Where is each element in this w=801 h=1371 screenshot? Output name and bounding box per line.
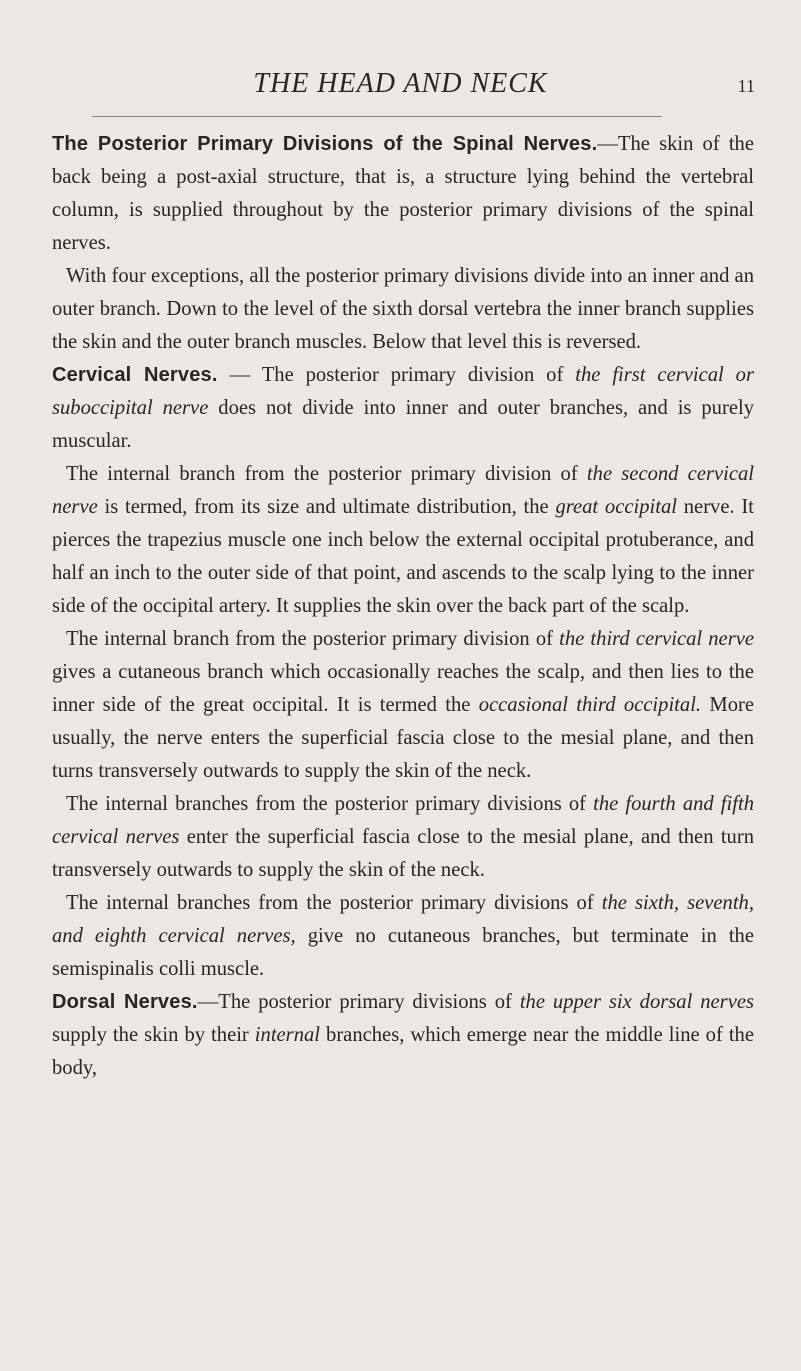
section-heading-dorsal-nerves: Dorsal Nerves. [52, 991, 198, 1013]
paragraph-text: The internal branches from the posterior primary divisions of [66, 793, 594, 815]
page-number: 11 [737, 76, 755, 96]
paragraph-text: supply the skin by their [52, 1024, 255, 1046]
paragraph-text: gives a cutaneous branch which occasionally reaches the scalp, and then lies to the inner side of the great occipital. It is termed the [52, 661, 754, 716]
paragraph-third-cervical [52, 623, 754, 788]
paragraph-text: —The skin of the back being a post-axial structure, that is, a structure lying behind the vertebral column, is supplied throughout by the posterior primary divisions of the spinal nerves. [52, 133, 754, 254]
paragraph-text: —The posterior primary divisions of [197, 991, 520, 1013]
paragraph-dorsal-nerves [52, 986, 754, 1085]
paragraph-exceptions [52, 260, 754, 359]
paragraph-text: With four exceptions, all the posterior primary divisions divide into an inner and an outer branch. Down to the level of the sixth dorsal vertebra the inner branch supplies the skin and the outer branch muscles. Below that level this is reversed. [52, 265, 754, 353]
italic-term: the fourth and fifth cervical nerves [52, 793, 754, 848]
italic-term: the sixth, seventh, and eighth cervical nerves, [52, 892, 754, 947]
paragraph-cervical-nerves [52, 359, 754, 458]
paragraph-text: give no cutaneous branches, but terminate in the semispinalis colli muscle. [52, 925, 754, 980]
italic-term: the third cervical nerve [559, 628, 754, 650]
italic-term: great occipital [555, 496, 677, 518]
paragraph-text: enter the superficial fascia close to the mesial plane, and then turn transversely outwards to supply the skin of the neck. [52, 826, 754, 881]
paragraph-second-cervical [52, 458, 754, 623]
paragraph-text: — The posterior primary division of [217, 364, 576, 386]
paragraph-sixth-to-eighth-cervical [52, 887, 754, 986]
paragraph-text: The internal branch from the posterior primary division of [66, 628, 560, 650]
running-head [0, 68, 801, 108]
paragraph-text: branches, which emerge near the middle line of the body, [52, 1024, 754, 1079]
italic-term: the first cervical or suboccipital nerve [52, 364, 754, 419]
paragraph-spinal-nerves [52, 128, 754, 260]
section-heading-spinal-nerves: The Posterior Primary Divisions of the Spinal Nerves. [52, 133, 598, 155]
paragraph-text: More usually, the nerve enters the superficial fascia close to the mesial plane, and then turns transversely outwards to supply the skin of the neck. [52, 694, 754, 782]
paragraph-text: The internal branch from the posterior primary division of [66, 463, 587, 485]
italic-term: internal [254, 1024, 321, 1046]
paragraph-fourth-fifth-cervical [52, 788, 754, 887]
section-heading-cervical-nerves: Cervical Nerves. [52, 364, 218, 386]
italic-term: the second cervical nerve [52, 463, 754, 518]
paragraph-text: nerve. It pierces the trapezius muscle one inch below the external occipital protuberance, and half an inch to the outer side of that point, and ascends to the scalp lying to the inner side of the occipital artery. It supplies the skin over the back part of the scalp. [52, 496, 754, 617]
header-rule [92, 116, 662, 117]
italic-term: the upper six dorsal nerves [519, 991, 754, 1013]
paragraph-text: is termed, from its size and ultimate distribution, the [97, 496, 556, 518]
body-text [52, 128, 754, 1085]
paragraph-text: does not divide into inner and outer branches, and is purely muscular. [52, 397, 754, 452]
italic-term: occasional third occipital. [478, 694, 702, 716]
paragraph-text: The internal branches from the posterior primary divisions of [66, 892, 602, 914]
running-title: THE HEAD AND NECK [253, 68, 548, 99]
